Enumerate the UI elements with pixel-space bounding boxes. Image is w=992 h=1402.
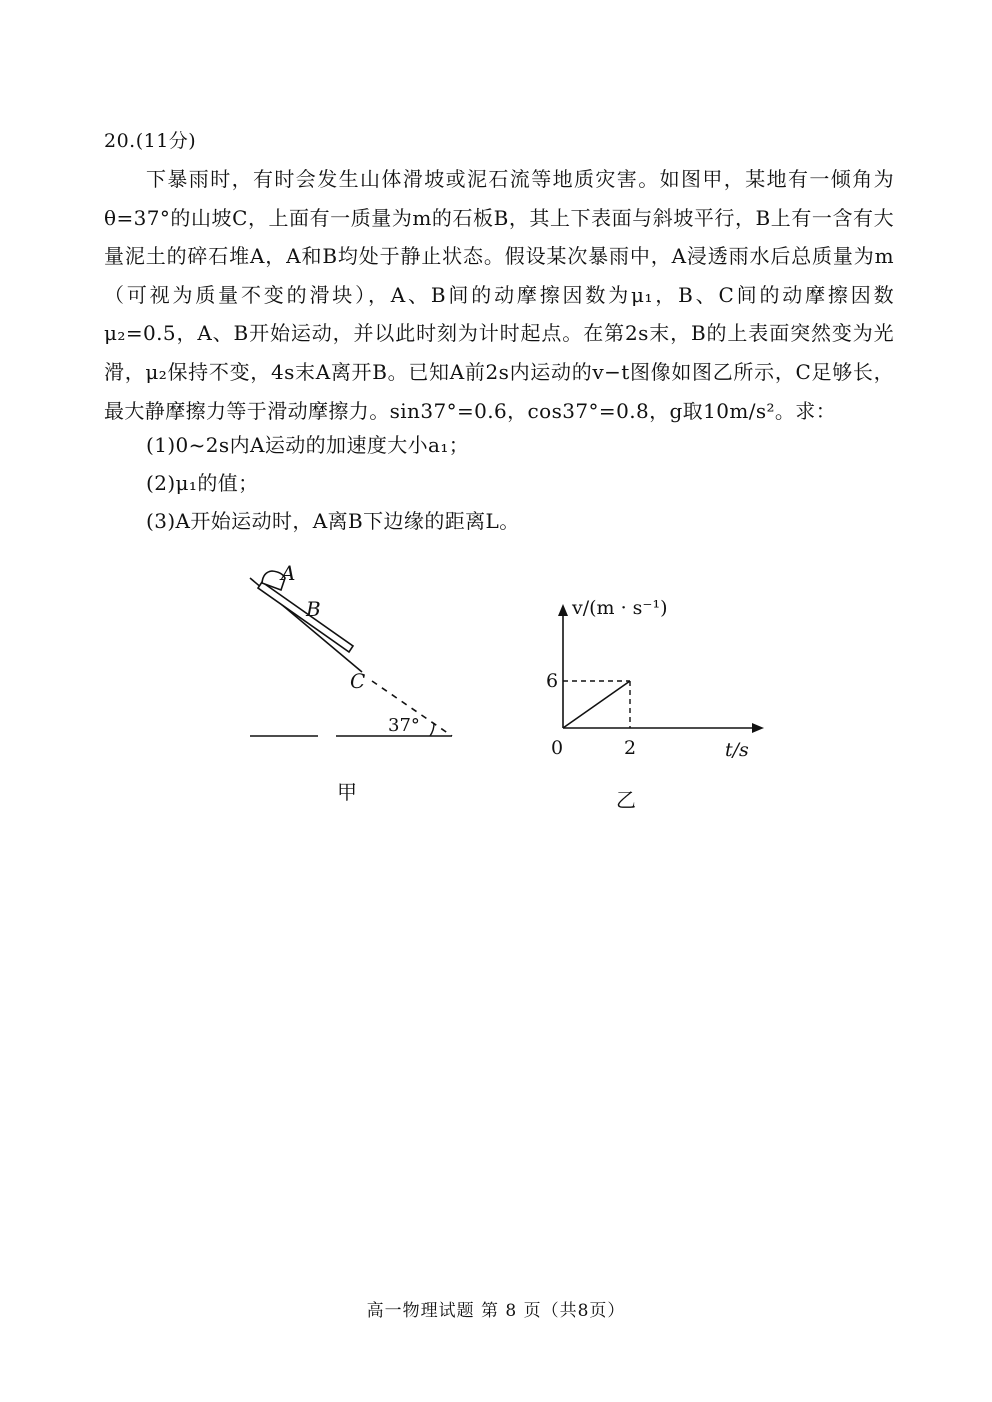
x-tick-2: 2 xyxy=(624,737,637,759)
figure-caption-yi: 乙 xyxy=(616,788,636,812)
label-A: A xyxy=(281,561,296,585)
origin-label: 0 xyxy=(551,737,564,759)
page-footer: 高一物理试题 第 8 页（共8页） xyxy=(366,1301,626,1321)
question-body: 下暴雨时，有时会发生山体滑坡或泥石流等地质灾害。如图甲，某地有一倾角为θ=37°的山坡C，上面有一质量为m的石板B，其上下表面与斜坡平行，B上有一含有大量泥土的碎石堆A，A和B均处于静止状态。假设某次暴雨中，A浸透雨水后总质量为m（可视为质量不变的滑块），A、B间的动摩擦因数为μ₁，B、C间的动摩擦因数μ₂=0.5，A、B开始运动，并以此时刻为计时起点。在第2s末，B的上表面突然变为光滑，μ₂保持不变，4s末A离开B。已知A前2s内运动的v−t图像如图乙所示，C足够长，最大静摩擦力等于滑动摩擦力。sin37°=0.6，cos37°=0.8，g取10m/s²。求： xyxy=(104,167,894,423)
sub-question-2: (2)μ₁的值； xyxy=(146,471,259,495)
vt-series-line xyxy=(563,681,630,728)
x-axis-arrow xyxy=(752,723,764,733)
y-tick-6: 6 xyxy=(546,670,559,692)
x-axis-label: t/s xyxy=(725,739,749,761)
sub-question-3: (3)A开始运动时，A离B下边缘的距离L。 xyxy=(146,509,520,533)
y-axis-label: v/(m · s⁻¹) xyxy=(572,597,668,619)
figure-caption-jia: 甲 xyxy=(337,780,357,804)
y-axis-arrow xyxy=(558,604,568,616)
sub-question-1: (1)0~2s内A运动的加速度大小a₁； xyxy=(146,433,470,457)
angle-label: 37° xyxy=(388,715,420,736)
label-C: C xyxy=(350,669,366,693)
question-points: (11分) xyxy=(135,130,197,152)
question-number: 20. xyxy=(104,130,136,152)
label-B: B xyxy=(306,597,321,621)
